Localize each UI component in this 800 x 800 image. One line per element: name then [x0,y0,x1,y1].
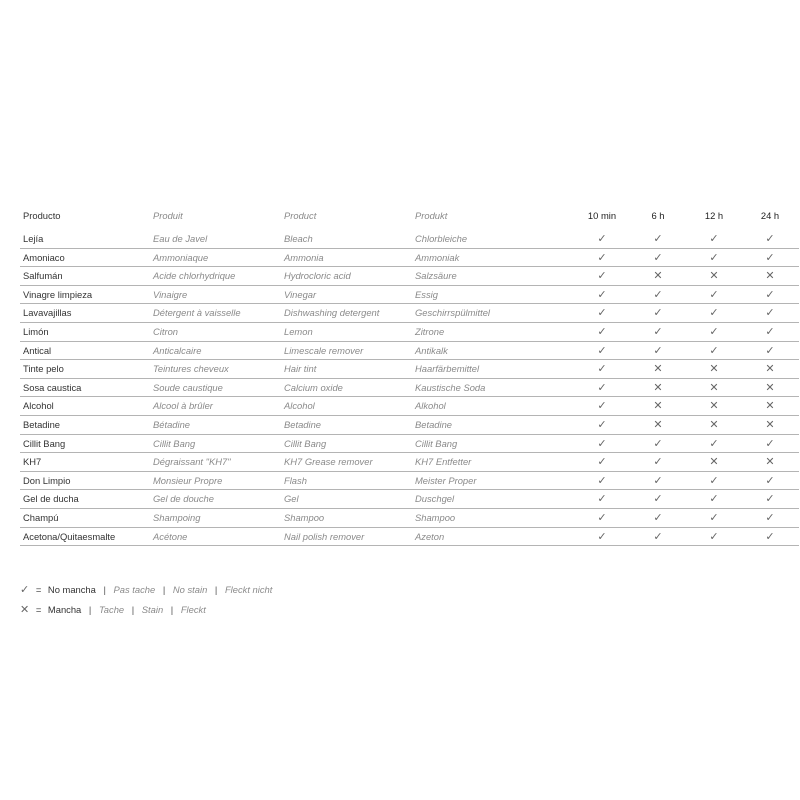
cross-icon: ✕ [20,604,30,616]
cross-icon: ✕ [709,418,719,431]
check-icon: ✓ [597,233,607,245]
table-row [20,360,799,379]
product-de: Geschirrspülmittel [415,307,491,319]
product-de: Alkohol [415,400,446,412]
product-de: Zitrone [415,325,445,337]
legend-separator: | [162,584,166,595]
product-en: Limescale remover [284,344,364,356]
legend-separator: | [103,584,106,595]
product-fr: Citron [153,325,179,337]
product-en: Cillit Bang [284,437,327,449]
legend-de: Fleckt nicht [224,584,273,595]
check-icon: ✓ [709,325,719,338]
check-icon: ✓ [597,511,607,524]
product-fr: Eau de Javel [153,233,208,244]
check-icon: ✓ [597,400,607,413]
product-es: Vinagre limpieza [23,288,93,300]
legend-separator: | [170,604,174,615]
product-de: Meister Proper [415,474,477,486]
product-fr: Acide chlorhydrique [153,270,236,282]
check-icon: ✓ [765,437,775,450]
check-icon: ✓ [709,307,719,320]
check-icon: ✓ [709,493,719,506]
product-de: KH7 Entfetter [415,456,472,468]
check-icon: ✓ [765,307,775,320]
product-fr: Shampoing [153,511,201,523]
product-de: Betadine [415,418,453,430]
legend-es: Mancha [47,604,82,615]
product-en: Lemon [284,325,313,337]
legend-equals: = [35,604,42,615]
table-row [20,435,799,454]
check-icon: ✓ [765,288,775,301]
product-de: Haarfärbemittel [415,363,480,375]
cross-icon: ✕ [765,270,775,283]
check-icon: ✓ [765,251,775,264]
product-es: Amoniaco [23,251,65,263]
table-row [20,528,799,547]
check-icon: ✓ [597,456,607,469]
cross-icon: ✕ [653,418,663,431]
table-row [20,267,799,286]
product-es: Gel de ducha [23,493,79,505]
product-es: Tinte pelo [23,363,64,375]
check-icon: ✓ [709,511,719,524]
check-icon: ✓ [597,288,607,301]
table-body [20,230,799,546]
cross-icon: ✕ [653,400,663,413]
check-icon: ✓ [597,344,607,357]
product-fr: Ammoniaque [153,251,209,263]
table-row [20,230,799,249]
check-icon: ✓ [653,325,663,338]
product-en: Vinegar [284,288,317,300]
header-fr: Produit [153,210,183,221]
product-de: Duschgel [415,493,455,505]
table-row [20,490,799,509]
product-en: Calcium oxide [284,381,343,393]
header-24h: 24 h [760,210,780,221]
product-en: Shampoo [284,511,325,523]
product-de: Chlorbleiche [415,233,468,244]
product-es: Acetona/Quitaesmalte [23,530,116,542]
table-row [20,472,799,491]
check-icon: ✓ [597,437,607,450]
product-en: Hair tint [284,363,317,375]
product-en: Gel [284,493,299,505]
cross-icon: ✕ [653,270,663,283]
product-fr: Soude caustique [153,381,223,393]
check-icon: ✓ [597,381,607,394]
product-fr: Acétone [153,530,188,542]
check-icon: ✓ [765,530,775,543]
cross-icon: ✕ [709,400,719,413]
check-icon: ✓ [597,307,607,320]
check-icon: ✓ [597,493,607,506]
table-row [20,249,799,268]
legend-en: Stain [141,604,164,615]
legend-separator: | [214,584,218,595]
legend-es: No mancha [47,584,96,595]
product-en: Ammonia [284,251,324,263]
product-de: Cillit Bang [415,437,458,449]
header-es: Producto [23,210,61,221]
product-de: Azeton [415,530,445,542]
check-icon: ✓ [653,511,663,524]
product-fr: Détergent à vaisselle [153,307,241,319]
check-icon: ✓ [709,474,719,487]
product-en: Betadine [284,418,322,430]
check-icon: ✓ [765,493,775,506]
header-6h: 6 h [651,210,665,221]
product-fr: Alcool à brûler [153,400,213,412]
product-es: Limón [23,325,49,337]
product-de: Kaustische Soda [415,381,486,393]
product-es: Cillit Bang [23,437,66,449]
check-icon: ✓ [597,363,607,376]
cross-icon: ✕ [765,363,775,376]
check-icon: ✓ [597,530,607,543]
product-en: Alcohol [284,400,315,412]
table-row [20,286,799,305]
product-es: Lavavajillas [23,307,72,319]
check-icon: ✓ [653,456,663,469]
stain-resistance-table [20,207,799,546]
product-fr: Vinaigre [153,288,188,300]
check-icon: ✓ [709,288,719,301]
check-icon: ✓ [597,270,607,283]
check-icon: ✓ [653,251,663,264]
check-icon: ✓ [597,251,607,264]
header-10min: 10 min [587,210,617,221]
product-es: Sosa caustica [23,381,82,393]
check-icon: ✓ [653,530,663,543]
cross-icon: ✕ [765,381,775,394]
product-es: Don Limpio [23,474,71,486]
check-icon: ✓ [709,233,719,245]
check-icon: ✓ [709,251,719,264]
product-fr: Bétadine [153,418,191,430]
product-es: Champú [23,511,59,523]
cross-icon: ✕ [709,456,719,469]
header-12h: 12 h [704,210,724,221]
product-es: Salfumán [23,270,63,282]
check-icon: ✓ [653,437,663,450]
table-row [20,323,799,342]
check-icon: ✓ [709,530,719,543]
cross-icon: ✕ [653,381,663,394]
check-icon: ✓ [653,307,663,320]
check-icon: ✓ [653,493,663,506]
check-icon: ✓ [709,344,719,357]
product-en: Bleach [284,233,313,244]
product-en: Flash [284,474,307,486]
product-fr: Monsieur Propre [153,474,223,486]
header-de: Produkt [415,210,448,221]
product-en: Dishwashing detergent [284,307,380,319]
product-es: KH7 [23,456,42,468]
product-es: Betadine [23,418,61,430]
cross-icon: ✕ [765,400,775,413]
legend-stain [20,603,206,617]
product-es: Antical [23,344,52,356]
legend-separator: | [88,604,92,615]
cross-icon: ✕ [709,270,719,283]
product-de: Salzsäure [415,270,457,282]
check-icon: ✓ [765,474,775,487]
table-row [20,416,799,435]
cross-icon: ✕ [653,363,663,376]
cross-icon: ✕ [765,418,775,431]
table-row [20,342,799,361]
product-de: Essig [415,288,438,300]
product-fr: Teintures cheveux [153,363,229,375]
table-row [20,304,799,323]
check-icon: ✓ [597,325,607,338]
product-en: Nail polish remover [284,530,365,542]
check-icon: ✓ [765,511,775,524]
cross-icon: ✕ [709,381,719,394]
table-row [20,509,799,528]
check-icon: ✓ [653,474,663,487]
cross-icon: ✕ [765,456,775,469]
check-icon: ✓ [597,418,607,431]
product-es: Alcohol [23,400,54,412]
legend-equals: = [35,584,42,595]
product-en: Hydrocloric acid [284,270,351,282]
check-icon: ✓ [20,584,30,596]
product-es: Lejía [23,233,44,244]
check-icon: ✓ [709,437,719,450]
product-fr: Anticalcaire [153,344,202,356]
product-de: Shampoo [415,511,456,523]
product-de: Antikalk [415,344,448,356]
legend-fr: Tache [98,604,125,615]
product-fr: Dégraissant "KH7" [153,456,231,468]
legend-de: Fleckt [180,604,206,615]
table-header [20,207,799,230]
table-row [20,453,799,472]
legend-separator: | [131,604,135,615]
check-icon: ✓ [653,233,663,245]
check-icon: ✓ [653,288,663,301]
legend-no-stain [20,583,272,597]
check-icon: ✓ [765,233,775,245]
product-fr: Cillit Bang [153,437,196,449]
check-icon: ✓ [765,325,775,338]
check-icon: ✓ [765,344,775,357]
check-icon: ✓ [597,474,607,487]
legend-fr: Pas tache [113,584,156,595]
product-fr: Gel de douche [153,493,214,505]
table-row [20,397,799,416]
product-en: KH7 Grease remover [284,456,373,468]
cross-icon: ✕ [709,363,719,376]
check-icon: ✓ [653,344,663,357]
legend-en: No stain [172,584,208,595]
product-de: Ammoniak [415,251,460,263]
header-en: Product [284,210,317,221]
table-row [20,379,799,398]
